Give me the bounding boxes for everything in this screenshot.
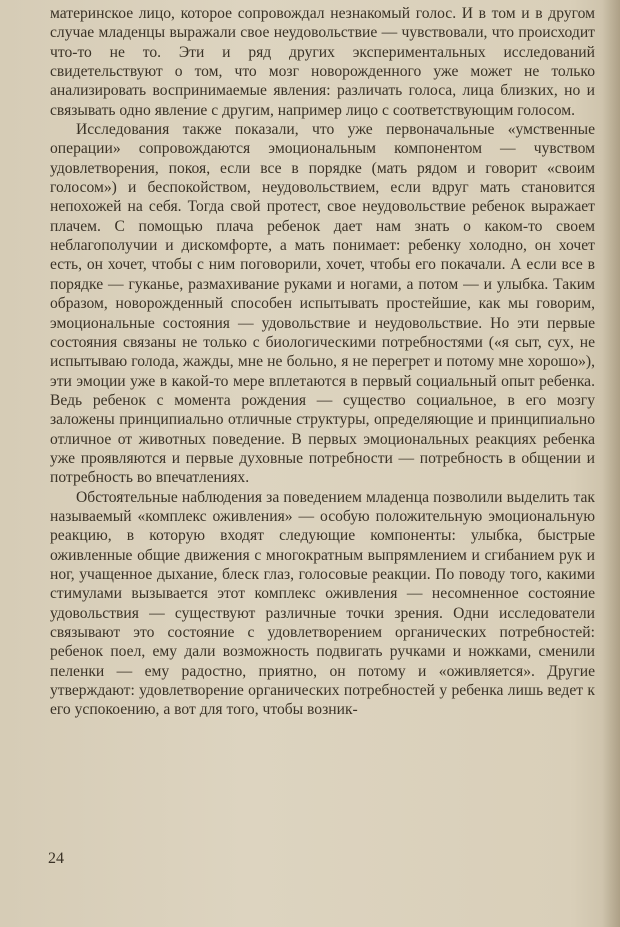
body-text	[50, 4, 595, 720]
paragraph-2: Исследования также показали, что уже первоначальные «умственные операции» сопровождаются эмоциональным компонентом — чувством удовлетворения, покоя, если все в порядке (мать рядом и говорит «своим голосом») и беспокойством, неудовольствием, если вдруг мать становится непохожей на себя. Тогда свой протест, свое неудовольствие ребенок выражает плачем. С помощью плача ребенок дает нам знать о каком-то своем неблагополучии и дискомфорте, а мать понимает: ребенку холодно, он хочет есть, он хочет, чтобы с ним поговорили, хочет, чтобы его покачали. А если все в порядке — гуканье, размахивание руками и ногами, а потом — и улыбка. Таким образом, новорожденный способен испытывать простейшие, как мы говорим, эмоциональные состояния — удовольствие и неудовольствие. Но эти первые состояния связаны не только с биологическими потребностями («я сыт, сух, не испытываю голода, жажды, мне не больно, я не перегрет и потому мне хорошо»), эти эмоции уже в какой-то мере вплетаются в первый социальный опыт ребенка. Ведь ребенок с момента рождения — существо социальное, в его мозгу заложены принципиально отличные структуры, определяющие и принципиально отличное от животных поведение. В первых эмоциональных реакциях ребенка уже проявляются и первые духовные потребности — потребность в общении и потребность во впечатлениях.	[50, 121, 595, 487]
paragraph-1: материнское лицо, которое сопровождал незнакомый голос. И в том и в другом случае младенцы выражали свое неудовольствие — чувствовали, что происходит что-то не то. Эти и ряд других экспериментальных исследований свидетельствуют о том, что мозг новорожденного уже может не только анализировать воспринимаемые явления: различать голоса, лица близких, но и связывать одно явление с другим, например лицо с соответствующим голосом.	[50, 5, 595, 119]
page-number: 24	[48, 850, 64, 867]
page-fold-shadow	[602, 0, 620, 927]
paragraph-3: Обстоятельные наблюдения за поведением младенца позволили выделить так называемый «комплекс оживления» — особую положительную эмоциональную реакцию, в которую входят следующие компоненты: улыбка, быстрые оживленные общие движения с многократным выпрямлением и сгибанием рук и ног, учащенное дыхание, блеск глаз, голосовые реакции. По поводу того, какими стимулами вызывается этот комплекс оживления — несомненное состояние удовольствия — существуют различные точки зрения. Одни исследователи связывают это состояние с удовлетворением органических потребностей: ребенок поел, ему дали возможность подвигать ручками и ножками, сменили пеленки — ему радостно, приятно, он потому и «оживляется». Другие утверждают: удовлетворение органических потребностей у ребенка лишь ведет к его успокоению, а вот для того, чтобы возник-	[50, 488, 595, 719]
